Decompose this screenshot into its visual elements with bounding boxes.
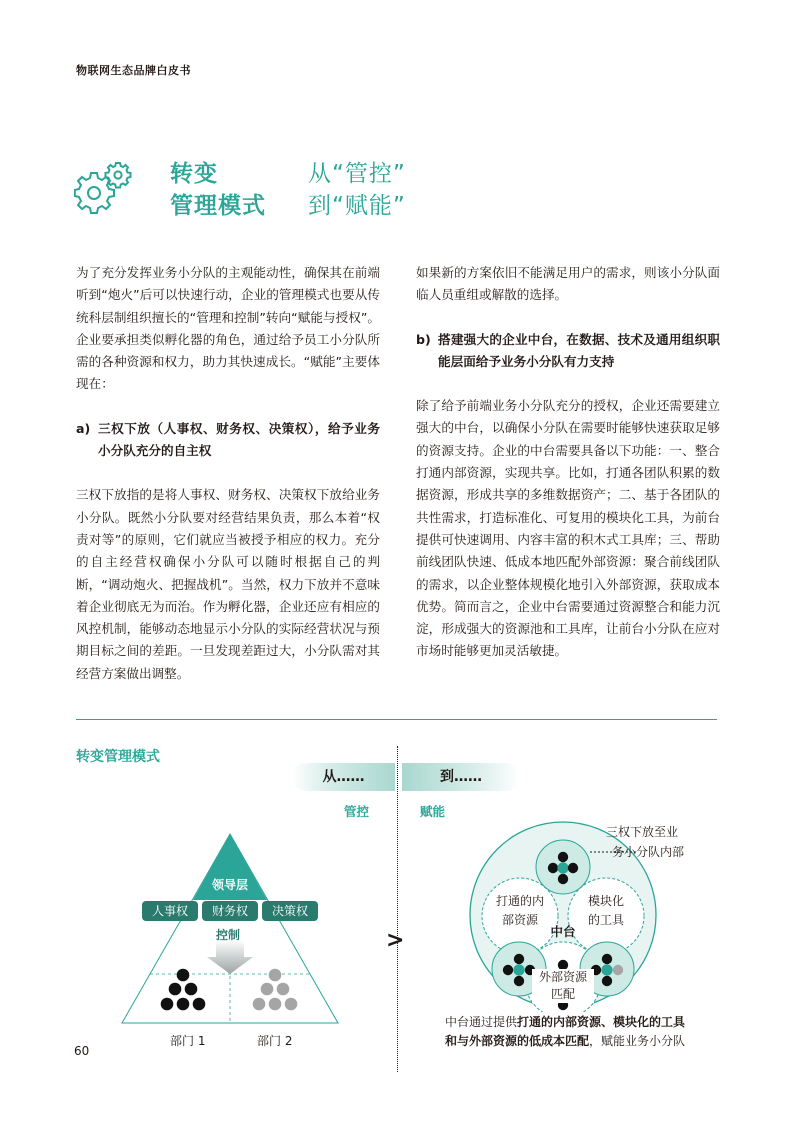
from-sub-label: 管控 <box>344 804 370 819</box>
heading-b-text: 搭建强大的企业中台，在数据、技术及通用组织职能层面给予业务小分队有力支持 <box>438 331 720 369</box>
modular-line2: 的工具 <box>587 913 624 927</box>
heading-a-marker: a) <box>76 420 91 436</box>
heading-b <box>416 329 720 374</box>
left-column <box>76 262 380 685</box>
to-sub-label: 赋能 <box>420 804 446 819</box>
page-number: 60 <box>74 1044 90 1058</box>
heading-b-marker: b) <box>416 331 431 347</box>
hr-rights-tag: 人事权 <box>142 901 198 921</box>
to-pill: 到…… <box>402 763 520 791</box>
external-resources-label <box>532 969 594 1003</box>
title-right-line2: 到“赋能” <box>308 193 406 219</box>
title-left-line1: 转变 <box>170 161 218 187</box>
callout-line2: 务小分队内部 <box>612 845 685 859</box>
gear-icon <box>74 160 134 220</box>
middle-platform-label: 中台 <box>550 924 576 939</box>
note-post: ，赋能业务小分队 <box>589 1034 686 1048</box>
control-arrow <box>207 940 253 974</box>
heading-a-text: 三权下放（人事权、财务权、决策权），给予业务小分队充分的自主权 <box>98 420 380 459</box>
continued-paragraph: 如果新的方案依旧不能满足用户的需求，则该小分队面临人员重组或解散的选择。 <box>416 265 720 303</box>
leadership-label: 领导层 <box>211 878 248 892</box>
section-title-left <box>170 158 266 222</box>
section-title-right <box>308 158 406 222</box>
squad-top <box>536 840 590 894</box>
note-bold-2: 和与外部资源的低成本匹配 <box>444 1034 589 1048</box>
intro-paragraph: 为了充分发挥业务小分队的主观能动性，确保其在前端听到“炮火”后可以快速行动，企业的管理模式也要从传统科层制组织擅长的“管理和控制”转向“赋能与授权”。企业要承担类似孵化器的角色，通过给予员工小分队所需的各种资源和权力，助力其快速成长。“赋能”主要体现在： <box>76 265 380 392</box>
squad-rights-callout <box>606 822 684 862</box>
control-label: 控制 <box>216 928 241 942</box>
dept2-people <box>253 969 298 1011</box>
from-pill: 从…… <box>292 763 395 791</box>
modular-line1: 模块化 <box>587 894 624 908</box>
callout-line1: 三权下放至业 <box>606 825 679 839</box>
section-divider <box>76 719 717 720</box>
paragraph-a: 三权下放指的是将人事权、财务权、决策权下放给业务小分队。既然小分队要对经营结果负责，那么本着“权责对等”的原则，它们就应当被授予相应的权力。充分的自主经营权确保小分队可以随时根据自己的判断，“调动炮火、把握战机”。当然，权力下放并不意味着企业彻底无为而治。作为孵化器，企业还应有相应的风控机制，能够动态地显示小分队的实际经营状况与预期目标之间的差距。一旦发现差距过大，小分队需对其经营方案做出调整。 <box>76 487 380 681</box>
external-line1: 外部资源 <box>538 970 587 984</box>
decision-rights-tag: 决策权 <box>262 901 318 921</box>
running-header: 物联网生态品牌白皮书 <box>76 64 191 77</box>
figure-divider <box>397 746 398 1072</box>
dept1-people <box>161 969 206 1011</box>
title-right-line1: 从“管控” <box>308 161 406 187</box>
right-column <box>416 262 720 663</box>
finance-rights-tag: 财务权 <box>202 901 258 921</box>
internal-line2: 部资源 <box>501 913 538 927</box>
dept1-label: 部门 1 <box>170 1034 206 1048</box>
figure-title: 转变管理模式 <box>76 749 160 765</box>
internal-line1: 打通的内 <box>495 894 544 908</box>
heading-a <box>76 418 380 463</box>
modular-tools-label <box>576 892 636 930</box>
note-pre: 中台通过提供 <box>444 1015 517 1029</box>
figure-note <box>420 1013 710 1051</box>
note-bold-1: 打通的内部资源、模块化的工具 <box>517 1015 686 1029</box>
dept2-label: 部门 2 <box>257 1034 293 1048</box>
title-left-line2: 管理模式 <box>170 193 266 219</box>
paragraph-b: 除了给予前端业务小分队充分的授权，企业还需要建立强大的中台，以确保小分队在需要时能够快速获取足够的资源支持。企业的中台需要具备以下功能：一、整合打通内部资源，实现共享。比如，打通各团队积累的数据资源，形成共享的多维数据资产；二、基于各团队的共性需求，打造标准化、可复用的模块化工具，为前台提供可快速调用、内容丰富的积木式工具库；三、帮助前线团队快速、低成本地匹配外部资源：聚合前线团队的需求，以企业整体规模化地引入外部资源，获取成本优势。简而言之，企业中台需要通过资源整合和能力沉淀，形成强大的资源池和工具库，让前台小分队在应对市场时能够更加灵活敏捷。 <box>416 398 720 659</box>
external-line2: 匹配 <box>550 987 575 1001</box>
transition-arrow: > <box>386 928 405 953</box>
